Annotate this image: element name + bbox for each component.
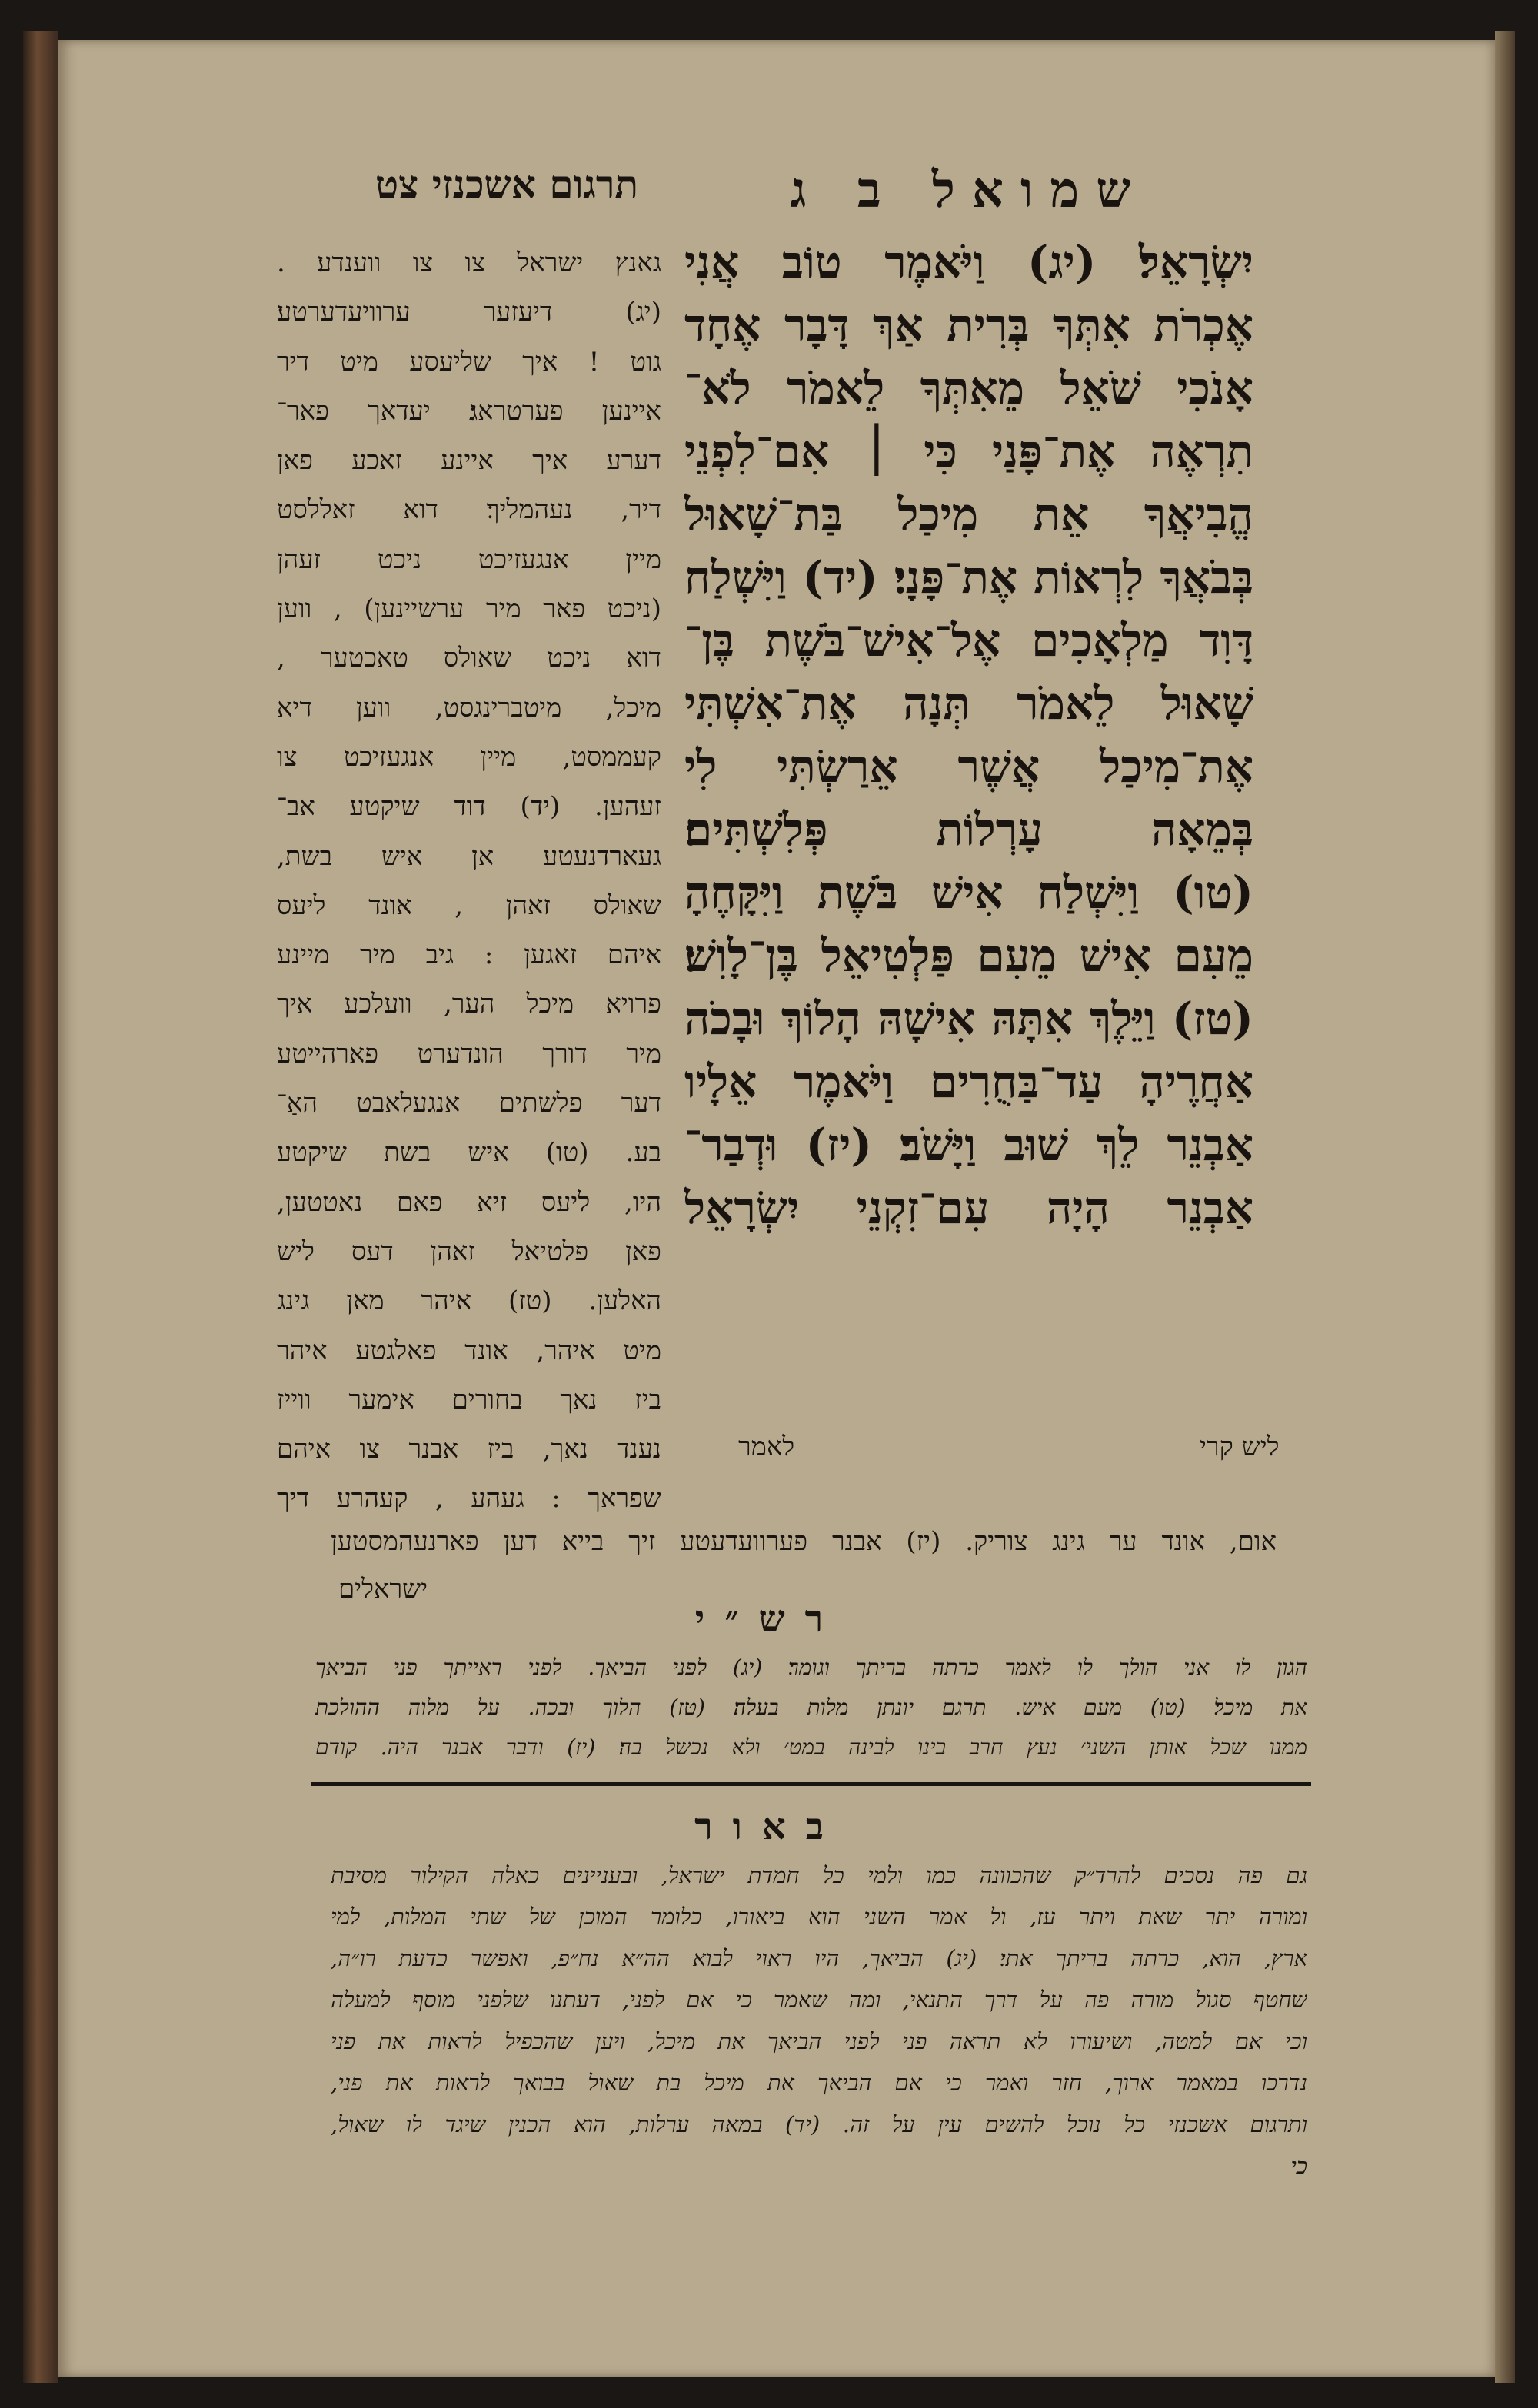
section-divider (311, 1782, 1311, 1786)
translation-column (277, 238, 661, 1524)
rashi-line: את מיכל׃ (טו) מעם איש. תרגם יונתן מלות בעלה׃ (טז) הלוך ובכה. על מלוה ההולכת (315, 1695, 1307, 1720)
translation-line: גוט ! איך שליעסע מיט דיר (277, 346, 661, 377)
main-text-line: (טז) וַיֵּלֶךְ אִתָּהּ אִישָׁהּ הָלוֹךְ וּבָכֹה (684, 993, 1253, 1045)
translation-line: איינען פערטראג׃ יעדאך פאר־ (277, 395, 661, 427)
translation-line: קעממסט, מיין אנגעזיכט צו (277, 741, 661, 773)
biur-line: ותרגום אשכנזי כל נוכל להשים עין על זה. (יד) במאה ערלות, הוא הכנין שיגד לו שאול, (331, 2111, 1307, 2137)
biur-heading: באור (694, 1805, 844, 1848)
main-text-line: שָׁאוּל לֵאמֹר תְּנָה אֶת־אִשְׁתִּי (684, 677, 1253, 730)
main-text-line: הֱבִיאֲךָ אֵת מִיכַל בַּת־שָׁאוּל (684, 488, 1253, 540)
translation-line: (יג) דיעזער ערוויעדערטע׃ (277, 297, 661, 328)
translation-line: האלען. (טז) איהר מאן גינג (277, 1285, 661, 1317)
translation-line: זעהען. (יד) דוד שיקטע אב־ (277, 791, 661, 823)
translation-line: (ניכט פאר מיר ערשיינען) , ווען (277, 594, 661, 625)
translation-line: דער פלשתים אנגעלאבט האַ־ (277, 1088, 661, 1119)
translation-line: מיין אנגעזיכט ניכט זעהן (277, 544, 661, 575)
biur-line: ארץ, הוא, כרתה בריתך אתי׃ (יג) הביאך, היו ראוי לבוא הה״א נח״פ, ואפשר כדעת רו״ה, (331, 1945, 1307, 1971)
main-text-line: בְּבֹאֲךָ לִרְאוֹת אֶת־פָּנָי׃ (יד) וַיִּשְׁלַח (684, 551, 1253, 604)
translation-line: פרויא מיכל הער, וועלכע איך (277, 989, 661, 1020)
main-text-line: אֶכְרֹת אִתְּךָ בְּרִית אַךְ דָּבָר אֶחָד (684, 299, 1253, 351)
main-text-line: דָּוִד מַלְאָכִים אֶל־אִישׁ־בֹּשֶׁת בֶּן־ (684, 614, 1253, 667)
main-text-line: (טו) וַיִּשְׁלַח אִישׁ בֹּשֶׁת וַיִּקָּחֶהָ (684, 866, 1253, 919)
translation-continuation-line: אום, אונד ער גינג צוריק. (יז) אבנר פערוועדעטע זיך בייא דען פארנעהמסטען (331, 1526, 1277, 1557)
translation-line: שפראך : געהע , קעהרע דיך (277, 1483, 661, 1515)
biur-line: ומורה יתר שאת ויתר עז, ול אמר השני הוא ביאורו, כלומר המוכן של שתי המלות, למי (331, 1904, 1307, 1930)
translation-line: ביז נאך בחורים אימער ווייז (277, 1384, 661, 1415)
translation-line: דערע איך איינע זאכע פאן (277, 445, 661, 477)
translation-line: געארדנעטע אן איש בשת, (277, 840, 661, 872)
translation-line: מיכל, מיטברינגסט, ווען דיא (277, 692, 661, 723)
running-header-translation: תרגום אשכנזי צט (375, 161, 638, 207)
main-text-line: אַחֲרֶיהָ עַד־בַּחֻרִים וַיֹּאמֶר אֵלָיו (684, 1056, 1253, 1108)
biur-line: גם פה נסכים להרד״ק שהכוונה כמו ולמי כל חמדת ישראל, ובעניינים כאלה הקילור מסיבת (331, 1862, 1307, 1888)
translation-line: נענד נאך, ביז אבנר צו איהם (277, 1434, 661, 1465)
translation-line: גאנץ ישראל צו צו ווענדע׃ . (277, 248, 661, 278)
main-text-line: אַבְנֵר לֵךְ שׁוּב וַיָּשֹׁב׃ (יז) וּדְבַר־ (684, 1119, 1253, 1171)
running-header-book: שמואל ב ג (790, 161, 1148, 219)
rashi-line: ממנו שכל אותן השני׳ נעץ חרב בינו לבינה במט׳ ולא נכשל בה׃ (יז) ודבר אבנר היה. קודם (315, 1734, 1307, 1760)
main-text-line: אַבְנֵר הָיָה עִם־זִקְנֵי יִשְׂרָאֵל (684, 1182, 1253, 1234)
biur-line: שחטף סגול מורה פה על דרך התנאי, ומה שאמר כי אם לפני, דעתנו שלפני מוסף למעלה (331, 1987, 1307, 2013)
main-text-column (684, 231, 1253, 1239)
keri-note: ליש קרי (1200, 1432, 1280, 1462)
translation-line: היו, ליעס זיא פאם נאטטען, (277, 1186, 661, 1218)
rashi-heading: רש״י (694, 1598, 844, 1641)
biur-line: נדרכו במאמר ארוך, חזר ואמר כי אם הביאך את מיכל בת שאול בבואך לראות את פני, (331, 2070, 1307, 2096)
rashi-line: הגון לו אני הולך לו לאמר כרתה בריתך וגומר׃ (יג) לפני הביאך. לפני ראייתך פני הביאך (315, 1655, 1307, 1680)
translation-line: פאן פלטיאל זאהן דעס ליש (277, 1236, 661, 1267)
translation-line: בע. (טו) איש בשת שיקטע (277, 1137, 661, 1169)
biur-line: כי (1290, 2153, 1307, 2179)
biur-line: וכי אם למטה, ושיעורו לא תראה פני לפני הביאך את מיכל, ויען שהכפיל לראות את פני (331, 2028, 1307, 2054)
lemor-note: לאמר (738, 1432, 795, 1462)
main-text-line: אֶת־מִיכַל אֲשֶׁר אֵרַשְׂתִּי לִי (684, 740, 1253, 793)
translation-line: מיט איהר, אונד פאלגטע איהר (277, 1335, 661, 1366)
translation-line: מיר דורך הונדערט פארהייטע (277, 1038, 661, 1069)
translation-line: שאולס זאהן , אונד ליעס (277, 890, 661, 921)
main-text-line: מֵעִם אִישׁ מֵעִם פַּלְטִיאֵל בֶּן־לָוִשׁ׃ (684, 930, 1253, 982)
main-text-line: אָנֹכִי שֹׁאֵל מֵאִתְּךָ לֵאמֹר לֹא־ (684, 362, 1253, 414)
translation-continuation-line: ישראלים (338, 1574, 428, 1605)
translation-line: דיר, נעהמליך׃ דוא זאללסט (277, 494, 661, 526)
translation-line: איהם זאגען : גיב מיר מיינע (277, 940, 661, 971)
page-edges (1495, 31, 1515, 2383)
book-spine (23, 31, 58, 2383)
main-text-line: יִשְׂרָאֵל׃ (יג) וַיֹּאמֶר טוֹב אֲנִי (684, 236, 1253, 288)
main-text-line: תִרְאֶה אֶת־פָּנַי כִּי ׀ אִם־לִפְנֵי (684, 425, 1253, 477)
main-text-line: בְּמֵאָה עָרְלוֹת פְּלִשְׁתִּים׃ (684, 803, 1253, 856)
translation-line: דוא ניכט שאולס טאכטער , (277, 643, 661, 674)
